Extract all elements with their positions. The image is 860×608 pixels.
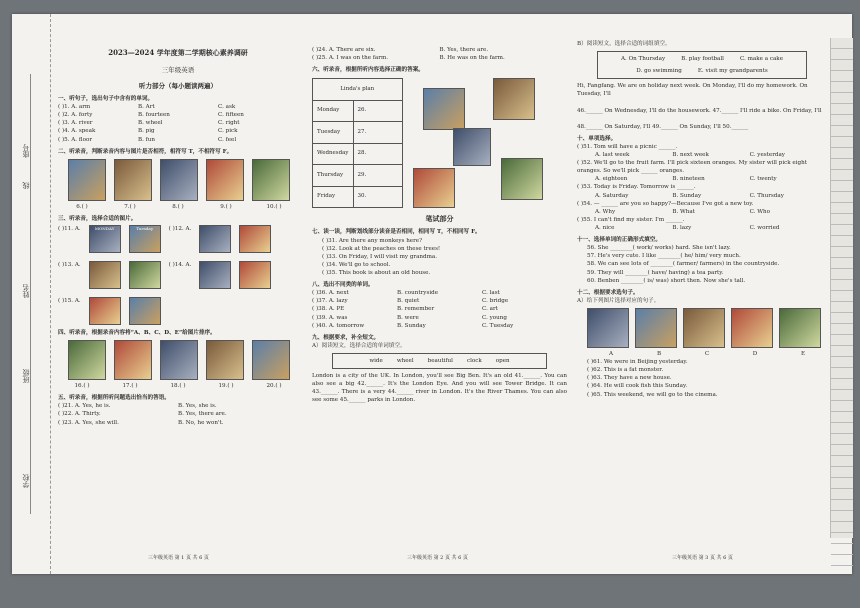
section-9b-instruction: B）阅读短文，选择合适的词组填空。: [577, 41, 671, 47]
option: ( )38. A. PE: [312, 306, 345, 313]
grid-cell: [831, 313, 853, 324]
section-8-heading: 八、选出不同类的单词。: [312, 282, 374, 289]
grid-cell: [831, 390, 853, 401]
picture: [199, 261, 231, 289]
section-6-pictures: [413, 78, 543, 208]
answer-label: 16.( ): [74, 383, 90, 390]
section-4-pictures: [68, 340, 298, 380]
grid-cell: [831, 93, 853, 104]
grid-cell: [831, 434, 853, 445]
section-11-rows: [577, 244, 827, 285]
tuesday-card: Tuesday: [129, 225, 161, 253]
grid-cell: [831, 302, 853, 313]
linda-plan-table: [312, 78, 403, 208]
mc-option: A. Saturday: [595, 192, 629, 199]
picture: [239, 261, 271, 289]
answer-label: 9.( ): [220, 203, 232, 210]
grid-cell: [831, 456, 853, 467]
grid-cell: [831, 423, 853, 434]
mc-question: ( )51. Tom will have a picnic ______.: [577, 143, 678, 150]
picture-d: [413, 168, 455, 208]
picture: [129, 297, 161, 325]
section-5-heading: 五、听录音，根据所听问题选出恰当的答语。: [58, 395, 170, 402]
section-7-heading: 七、读一读，判断划线部分读音是否相同，相同写 T，不相同写 F。: [312, 229, 481, 236]
section-5-rows: [58, 402, 298, 426]
question-row: ( )65. This weekend, we will go to the cinema.: [587, 391, 718, 398]
plan-row: [313, 165, 403, 187]
question-row: [58, 136, 298, 144]
exam-sheet: [12, 14, 852, 574]
question-row: ( )33. On Friday, I will visit my grandma.: [322, 253, 438, 260]
grid-cell: [831, 214, 853, 225]
plan-blank: 28.: [353, 143, 402, 165]
grid-cell: [831, 544, 853, 555]
grid-cell: [831, 346, 853, 357]
section-2-heading: 二、听录音，判断录音内容与图片是否相符，相符写 T，不相符写 F。: [58, 148, 233, 155]
option: ( )23. A. Yes, she will.: [58, 419, 119, 426]
picture: [731, 308, 773, 348]
grid-cell: [831, 192, 853, 203]
option: B. pig: [138, 128, 155, 135]
plan-row: [313, 186, 403, 208]
picture: [635, 308, 677, 348]
picture: [239, 225, 271, 253]
option: B. fun: [138, 136, 155, 143]
answer-label: 19.( ): [218, 383, 234, 390]
mc-question: ( )52. We'll go to the fruit farm. I'll pick sixteen oranges. My sister will pick eight oranges. So we'll pick ______ oranges.: [577, 160, 807, 175]
option: C. last: [482, 290, 500, 297]
q15: ( )15. A.: [58, 297, 81, 304]
option: ( )1. A. arm: [58, 104, 91, 111]
option: B. quiet: [397, 298, 420, 305]
section-7-rows: [312, 237, 567, 278]
binding-margin: [12, 14, 51, 574]
grid-cell: [831, 225, 853, 236]
question-row: 60. Benben ________( is/ was) short then. Now she's tall.: [587, 277, 746, 284]
mc-option: B. What: [672, 208, 695, 215]
option: ( )39. A. was: [312, 314, 348, 321]
section-12-heading: 十二、根据要求选句子。: [577, 289, 639, 296]
question-row: 57. He's very cute. I like ________( he/ him/ very much.: [587, 253, 741, 260]
answer-label: 18.( ): [170, 383, 186, 390]
answer-label: 20.( ): [266, 383, 282, 390]
picture-c: [453, 128, 491, 166]
page-2: [312, 14, 567, 574]
section-12a-instruction: A）给下列图片选择对应的句子。: [577, 297, 660, 304]
section-6-body: [312, 78, 567, 208]
section-9-heading: 九、根据要求，补全短文。: [312, 334, 380, 341]
grid-cell: [831, 522, 853, 533]
picture: [199, 225, 231, 253]
q24: [312, 46, 567, 54]
plan-blank: 26.: [353, 100, 402, 122]
section-3-row-3: [58, 297, 298, 325]
question-row: [312, 314, 567, 322]
mc-options: [595, 151, 827, 159]
mc-option: C. worried: [749, 224, 780, 231]
page-3-footer: 三年级英语 第 3 页 共 6 页: [672, 554, 733, 561]
word-bank: [332, 353, 547, 369]
option: C. bridge: [482, 298, 509, 305]
option: B. Yes, there are.: [178, 411, 227, 418]
question-row: ( )32. Look at the peaches on these trees!: [322, 245, 441, 252]
phrase-option: C. make a cake: [739, 56, 784, 63]
mc-option: A. nice: [595, 224, 615, 231]
phrase-option: A. On Thursday: [620, 56, 666, 63]
plan-day: Wednesday: [313, 143, 354, 165]
grid-cell: [831, 379, 853, 390]
holiday-text-1: Hi, Fangfang. We are on holiday next week. On Monday, I'll do my homework. On Tuesday, I'll: [577, 83, 808, 98]
grid-cell: [831, 368, 853, 379]
question-row: [58, 111, 298, 119]
question-row: ( )63. They have a new house.: [587, 375, 672, 382]
picture: [252, 340, 290, 380]
picture-label: D: [752, 350, 758, 357]
section-8-rows: [312, 289, 567, 330]
plan-title: Linda's plan: [313, 79, 403, 101]
picture: [160, 159, 198, 201]
mc-question: ( )53. Today is Friday. Tomorrow is ______.: [577, 184, 696, 191]
option: ( )21. A. Yes, he is.: [58, 403, 111, 410]
plan-blank: 29.: [353, 165, 402, 187]
written-heading: 笔试部分: [425, 214, 454, 224]
phrase-option: D. go swimming: [636, 68, 682, 75]
grid-cell: [831, 159, 853, 170]
picture: [89, 297, 121, 325]
word-option: wide: [369, 358, 383, 364]
option: C. young: [482, 314, 507, 321]
question-row: ( )62. This is a fat monster.: [587, 367, 664, 374]
option: ( )40. A. tomorrow: [312, 322, 365, 329]
option: ( )5. A. floor: [58, 136, 92, 143]
grid-cell: [831, 324, 853, 335]
mc-options: [595, 175, 827, 183]
plan-day: Thursday: [313, 165, 354, 187]
grid-cell: [831, 203, 853, 214]
picture: [68, 340, 106, 380]
section-1-rows: [58, 103, 298, 144]
q24-a: ( )24. A. There are six.: [312, 47, 376, 53]
grid-cell: [831, 126, 853, 137]
picture: [89, 261, 121, 289]
q13: ( )13. A.: [58, 261, 81, 268]
section-3-row-1: [58, 225, 298, 253]
picture: [252, 159, 290, 201]
plan-header-row: [313, 79, 403, 101]
section-3-row-2: [58, 261, 298, 289]
picture: [129, 261, 161, 289]
mc-option: B. Sunday: [672, 192, 702, 199]
listening-heading: 听力部分（每小题读两遍）: [139, 81, 217, 90]
plan-day: Tuesday: [313, 122, 354, 144]
section-2-pictures: [68, 159, 298, 201]
mc-option: B. nineteen: [672, 176, 705, 183]
section-2-labels: [58, 203, 298, 211]
picture: [779, 308, 821, 348]
page-3: [577, 14, 827, 574]
mc-options: [595, 224, 827, 232]
grid-cell: [831, 236, 853, 247]
option: B. Sunday: [397, 322, 426, 329]
grid-cell: [831, 280, 853, 291]
question-row: 56. She ________( work/ works) hard. She isn't lazy.: [587, 245, 731, 252]
mc-options: [595, 208, 827, 216]
question-row: ( )34. We'll go to school.: [322, 261, 391, 268]
grid-cell: [831, 555, 853, 566]
grid-cell: [831, 269, 853, 280]
answer-grid-strip: [830, 38, 853, 538]
option: C. feel: [218, 136, 237, 143]
plan-row: [313, 122, 403, 144]
option: ( )36. A. next: [312, 290, 349, 297]
mc-options: [595, 192, 827, 200]
section-1-heading: 一、听句子，选出句子中含有的单词。: [58, 95, 154, 102]
option: B. fourteen: [138, 112, 170, 119]
page-1-footer: 三年级英语 第 1 页 共 6 页: [148, 554, 209, 561]
exam-title: 2023—2024 学年度第二学期核心素养调研: [108, 48, 248, 57]
section-10-heading: 十、单项选择。: [577, 135, 617, 142]
grid-cell: [831, 137, 853, 148]
picture-label: B: [656, 350, 662, 357]
binding-line: [30, 74, 31, 514]
picture-label: A: [608, 350, 614, 357]
plan-blank: 27.: [353, 122, 402, 144]
q11: ( )11. A.: [58, 225, 81, 232]
mc-option: C. yesterday: [749, 151, 785, 158]
page-2-footer: 三年级英语 第 2 页 共 6 页: [407, 554, 468, 561]
question-row: [312, 297, 567, 305]
grid-cell: [831, 49, 853, 60]
grid-cell: [831, 104, 853, 115]
question-row: ( )61. We were in Beijing yesterday.: [587, 359, 688, 366]
grid-cell: [831, 291, 853, 302]
option: C. fifteen: [218, 112, 244, 119]
answer-label: 7.( ): [124, 203, 136, 210]
picture-label: C: [704, 350, 710, 357]
mc-option: C. Who: [749, 208, 771, 215]
picture: [114, 159, 152, 201]
q25-a: ( )25. A. I was on the farm.: [312, 55, 389, 62]
section-6-heading: 六、听录音，根据所听内容选择正确的答案。: [312, 67, 424, 74]
question-row: ( )64. He will cook fish this Sunday.: [587, 383, 688, 390]
picture: [68, 159, 106, 201]
class-label: 班级: [22, 369, 30, 383]
section-11-heading: 十一、选择单词的正确形式填空。: [577, 237, 661, 244]
section-3-heading: 三、听录音，选择合适的图片。: [58, 215, 137, 222]
word-option: wheel: [396, 358, 414, 364]
mc-option: A. eighteen: [595, 176, 628, 183]
section-9a-instruction: A）阅读短文，选择合适的单词填空。: [312, 342, 406, 349]
picture-b: [493, 78, 535, 120]
option: ( )4. A. speak: [58, 128, 96, 135]
grid-cell: [831, 38, 853, 49]
london-passage: London is a city of the UK. In London, you'll see Big Ben. It's an old 41.______. You can also see a big 42.______. It's the London Eye. And you will see Tower Bridge. It can 43.______. There is a very 44.______ river in London. It's the River Thames. You can also see some 45.______ parks in London.: [312, 373, 567, 404]
mc-option: B. lazy: [672, 224, 692, 231]
option: B. Yes, she is.: [178, 403, 217, 410]
mc-option: A. Why: [595, 208, 616, 215]
option: B. remember: [397, 306, 435, 313]
picture: [114, 340, 152, 380]
grid-cell: [831, 148, 853, 159]
holiday-text-2: 46.______ On Wednesday, I'll do the housework. 47.______ I'll ride a bike. On Friday, I'll: [577, 107, 822, 114]
grid-cell: [831, 115, 853, 126]
grid-cell: [831, 71, 853, 82]
mc-option: B. next week: [672, 151, 709, 158]
q25: [312, 54, 567, 62]
answer-label: 17.( ): [122, 383, 138, 390]
school-label: 学校: [22, 474, 30, 488]
picture: [683, 308, 725, 348]
grid-cell: [831, 533, 853, 544]
word-option: clock: [466, 358, 482, 364]
option: ( )2. A. forty: [58, 112, 93, 119]
option: B. No, he won't.: [178, 419, 224, 426]
q12: ( )12. A.: [168, 225, 192, 232]
plan-row: [313, 143, 403, 165]
word-option: beautiful: [427, 358, 453, 364]
phrase-option: E. visit my grandparents: [697, 68, 768, 75]
question-row: [58, 419, 298, 427]
question-row: [58, 127, 298, 135]
name-label: 姓名: [22, 284, 30, 298]
option: C. Tuesday: [482, 322, 514, 329]
q25-b: B. He was on the farm.: [439, 55, 505, 62]
question-row: [312, 322, 567, 330]
plan-row: [313, 100, 403, 122]
mc-option: A. last week: [595, 151, 630, 158]
option: B. were: [397, 314, 419, 321]
exam-grade: 三年级英语: [161, 66, 195, 75]
seat-label: 座号: [22, 144, 30, 158]
picture-a: [423, 88, 465, 130]
grid-cell: [831, 181, 853, 192]
question-row: [58, 119, 298, 127]
mc-option: C. Thursday: [749, 192, 784, 199]
question-row: 58. We can see lots of ________( farmer/ farmers) in the countryside.: [587, 261, 780, 268]
option: B. Art: [138, 104, 155, 111]
grid-cell: [831, 412, 853, 423]
question-row: [58, 402, 298, 410]
picture-e: [501, 158, 543, 200]
grid-cell: [831, 170, 853, 181]
q14: ( )14. A.: [168, 261, 192, 268]
option: ( )3. A. river: [58, 120, 93, 127]
mc-question: ( )54. — ______ are you so happy?—Because I've got a new toy.: [577, 200, 754, 207]
page-1: [58, 14, 298, 574]
grid-cell: [831, 478, 853, 489]
plan-day: Monday: [313, 100, 354, 122]
line-label: 线: [22, 182, 30, 189]
picture: [587, 308, 629, 348]
answer-label: 10.( ): [266, 203, 282, 210]
phrase-bank: [597, 51, 807, 79]
option: B. wheel: [138, 120, 163, 127]
section-12-pictures: [587, 308, 827, 348]
section-12-rows: [577, 358, 827, 399]
grid-cell: [831, 247, 853, 258]
picture: [160, 340, 198, 380]
phrase-option: B. play football: [681, 56, 724, 63]
section-12-labels: [587, 350, 827, 358]
grid-cell: [831, 445, 853, 456]
option: ( )22. A. Thirty.: [58, 411, 101, 418]
option: B. countryside: [397, 290, 439, 297]
grid-cell: [831, 500, 853, 511]
section-4-labels: [58, 382, 298, 390]
mc-option: C. twenty: [749, 176, 777, 183]
option: C. pick: [218, 128, 238, 135]
question-row: ( )31. Are there any monkeys here?: [322, 237, 423, 244]
question-row: [312, 305, 567, 313]
holiday-text-3: 48.______ On Saturday, I'll 49.______ On Sunday, I'll 50.______: [577, 123, 749, 130]
option: ( )37. A. lazy: [312, 298, 348, 305]
grid-cell: [831, 258, 853, 269]
mc-question: ( )55. I can't find my sister. I'm ______.: [577, 216, 685, 223]
grid-cell: [831, 467, 853, 478]
plan-day: Friday: [313, 186, 354, 208]
picture: [206, 340, 244, 380]
grid-cell: [831, 82, 853, 93]
question-row: [58, 103, 298, 111]
picture-label: E: [800, 350, 806, 357]
question-row: ( )35. This book is about an old house.: [322, 270, 431, 277]
word-option: open: [495, 358, 510, 364]
plan-blank: 30.: [353, 186, 402, 208]
option: C. right: [218, 120, 240, 127]
section-4-heading: 四、听录音，根据录音内容将“A、B、C、D、E”给图片排序。: [58, 329, 216, 336]
grid-cell: [831, 401, 853, 412]
option: C. ask: [218, 104, 236, 111]
multiple-choice: [577, 143, 827, 232]
grid-cell: [831, 60, 853, 71]
grid-cell: [831, 489, 853, 500]
question-row: 59. They will ________( have/ having) a tea party.: [587, 269, 724, 276]
grid-cell: [831, 511, 853, 522]
question-row: [312, 289, 567, 297]
picture: [206, 159, 244, 201]
grid-cell: [831, 357, 853, 368]
grid-cell: [831, 335, 853, 346]
option: C. art: [482, 306, 498, 313]
q24-b: B. Yes, there are.: [439, 47, 489, 53]
answer-label: 6.( ): [76, 203, 88, 210]
answer-label: 8.( ): [172, 203, 184, 210]
question-row: [58, 410, 298, 418]
monday-card: MONDAY: [89, 225, 121, 253]
